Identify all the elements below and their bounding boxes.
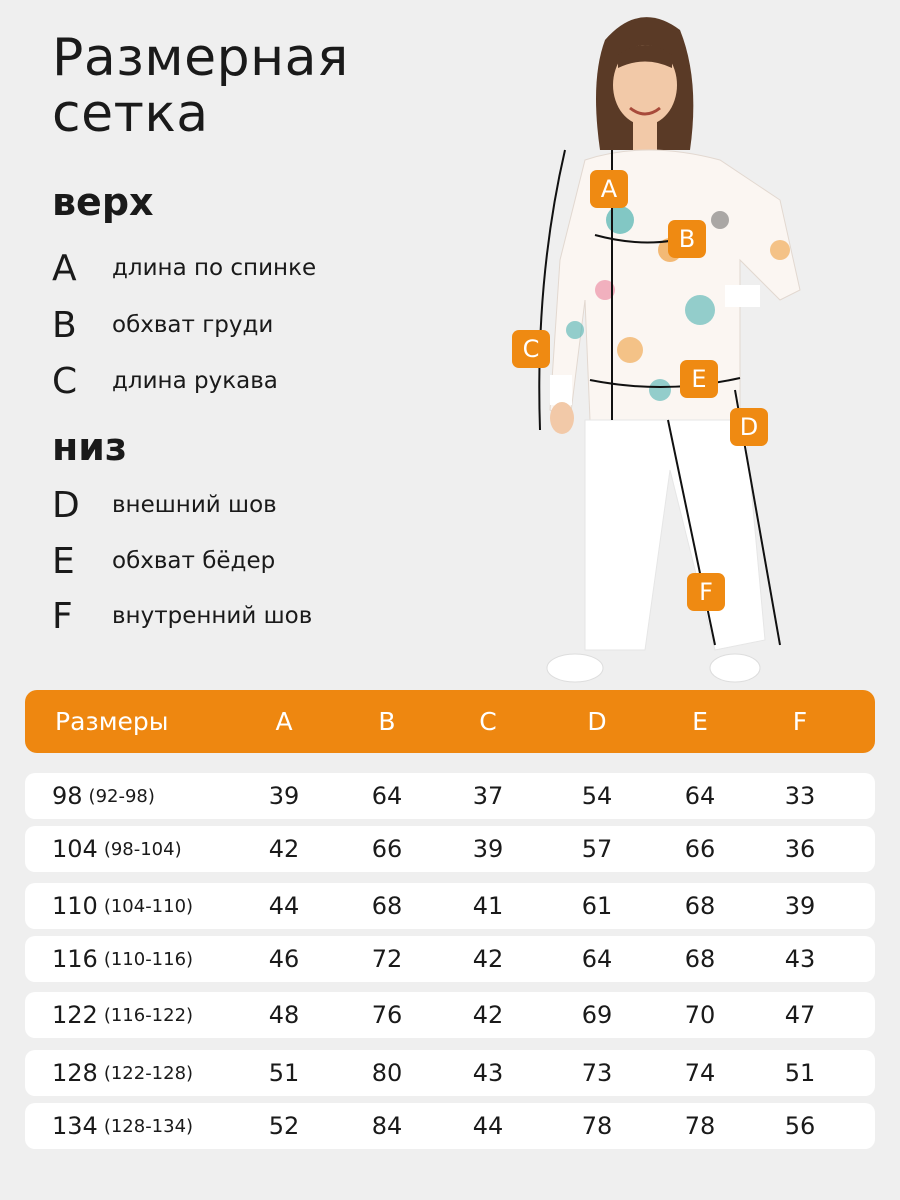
measurement-cell: 64 [684, 782, 716, 810]
legend-text: внутренний шов [112, 603, 313, 629]
header-f: F [792, 707, 808, 736]
header-e: E [692, 707, 708, 736]
bottom-section-heading: низ [52, 425, 127, 469]
measurement-cell: 78 [684, 1112, 716, 1140]
measurement-cell: 52 [268, 1112, 300, 1140]
size-cell [52, 936, 242, 982]
header-b: B [378, 707, 396, 736]
table-row [25, 773, 875, 819]
measurement-cell: 76 [371, 1001, 403, 1029]
table-row [25, 1103, 875, 1149]
size-cell [52, 992, 242, 1038]
size-value: 98 [52, 782, 83, 810]
measurement-cell: 69 [581, 1001, 613, 1029]
measurement-cell: 43 [784, 945, 816, 973]
legend-letter: D [52, 484, 80, 526]
size-value: 104 [52, 835, 98, 863]
measurement-cell: 44 [268, 892, 300, 920]
measurement-cell: 56 [784, 1112, 816, 1140]
badge-d: D [730, 408, 768, 446]
measurement-cell: 37 [472, 782, 504, 810]
measurement-cell: 51 [268, 1059, 300, 1087]
size-value: 128 [52, 1059, 98, 1087]
measurement-cell: 66 [684, 835, 716, 863]
model-figure [490, 0, 900, 690]
size-cell [52, 1103, 242, 1149]
size-value: 134 [52, 1112, 98, 1140]
legend-text: обхват груди [112, 312, 274, 338]
measurement-cell: 68 [371, 892, 403, 920]
size-range: (92-98) [88, 785, 155, 807]
table-row [25, 992, 875, 1038]
legend-item-e [52, 541, 275, 581]
measurement-cell: 36 [784, 835, 816, 863]
badge-b: B [668, 220, 706, 258]
size-range: (98-104) [103, 838, 182, 860]
size-table-header [25, 690, 875, 753]
size-cell [52, 1050, 242, 1096]
size-range: (110-116) [103, 948, 194, 970]
size-cell [52, 883, 242, 929]
legend-letter: C [52, 360, 78, 402]
size-value: 122 [52, 1001, 98, 1029]
measurement-cell: 42 [472, 945, 504, 973]
legend-item-f [52, 596, 312, 636]
measurement-cell: 54 [581, 782, 613, 810]
measurement-cell: 64 [581, 945, 613, 973]
size-range: (116-122) [103, 1004, 194, 1026]
measurement-cell: 47 [784, 1001, 816, 1029]
badge-f: F [687, 573, 725, 611]
measurement-cell: 51 [784, 1059, 816, 1087]
measurement-cell: 33 [784, 782, 816, 810]
header-a: A [275, 707, 293, 736]
measurement-cell: 39 [472, 835, 504, 863]
measurement-cell: 74 [684, 1059, 716, 1087]
legend-text: обхват бёдер [112, 548, 276, 574]
measurement-cell: 68 [684, 892, 716, 920]
measurement-cell: 66 [371, 835, 403, 863]
measurement-cell: 43 [472, 1059, 504, 1087]
size-range: (122-128) [103, 1062, 194, 1084]
legend-item-c [52, 361, 278, 401]
top-section-heading: верх [52, 180, 154, 224]
size-cell [52, 826, 242, 872]
legend-item-d [52, 485, 277, 525]
legend-letter: F [52, 595, 73, 637]
legend-letter: A [52, 247, 77, 289]
legend-text: внешний шов [112, 492, 277, 518]
measurement-cell: 39 [268, 782, 300, 810]
header-sizes: Размеры [55, 707, 169, 736]
table-row [25, 936, 875, 982]
table-row [25, 883, 875, 929]
size-cell [52, 773, 242, 819]
measurement-cell: 84 [371, 1112, 403, 1140]
measurement-cell: 39 [784, 892, 816, 920]
legend-item-a [52, 248, 316, 288]
badge-c: C [512, 330, 550, 368]
measurement-cell: 41 [472, 892, 504, 920]
legend-letter: B [52, 304, 77, 346]
legend-letter: E [52, 540, 75, 582]
measurement-cell: 61 [581, 892, 613, 920]
legend-item-b [52, 305, 273, 345]
size-value: 116 [52, 945, 98, 973]
table-row [25, 826, 875, 872]
badge-e: E [680, 360, 718, 398]
measurement-cell: 42 [472, 1001, 504, 1029]
table-row [25, 1050, 875, 1096]
measurement-cell: 78 [581, 1112, 613, 1140]
measurement-cell: 44 [472, 1112, 504, 1140]
size-range: (104-110) [103, 895, 194, 917]
measurement-cell: 70 [684, 1001, 716, 1029]
measurement-cell: 80 [371, 1059, 403, 1087]
size-range: (128-134) [103, 1115, 194, 1137]
legend-text: длина по спинке [112, 255, 317, 281]
legend-text: длина рукава [112, 368, 278, 394]
measurement-cell: 42 [268, 835, 300, 863]
measurement-cell: 48 [268, 1001, 300, 1029]
measurement-cell: 73 [581, 1059, 613, 1087]
measurement-cell: 72 [371, 945, 403, 973]
page-title: Размерная сетка [52, 28, 349, 144]
measurement-cell: 46 [268, 945, 300, 973]
header-c: C [479, 707, 497, 736]
measurement-cell: 64 [371, 782, 403, 810]
header-d: D [587, 707, 607, 736]
badge-a: A [590, 170, 628, 208]
measurement-cell: 57 [581, 835, 613, 863]
measurement-cell: 68 [684, 945, 716, 973]
size-value: 110 [52, 892, 98, 920]
